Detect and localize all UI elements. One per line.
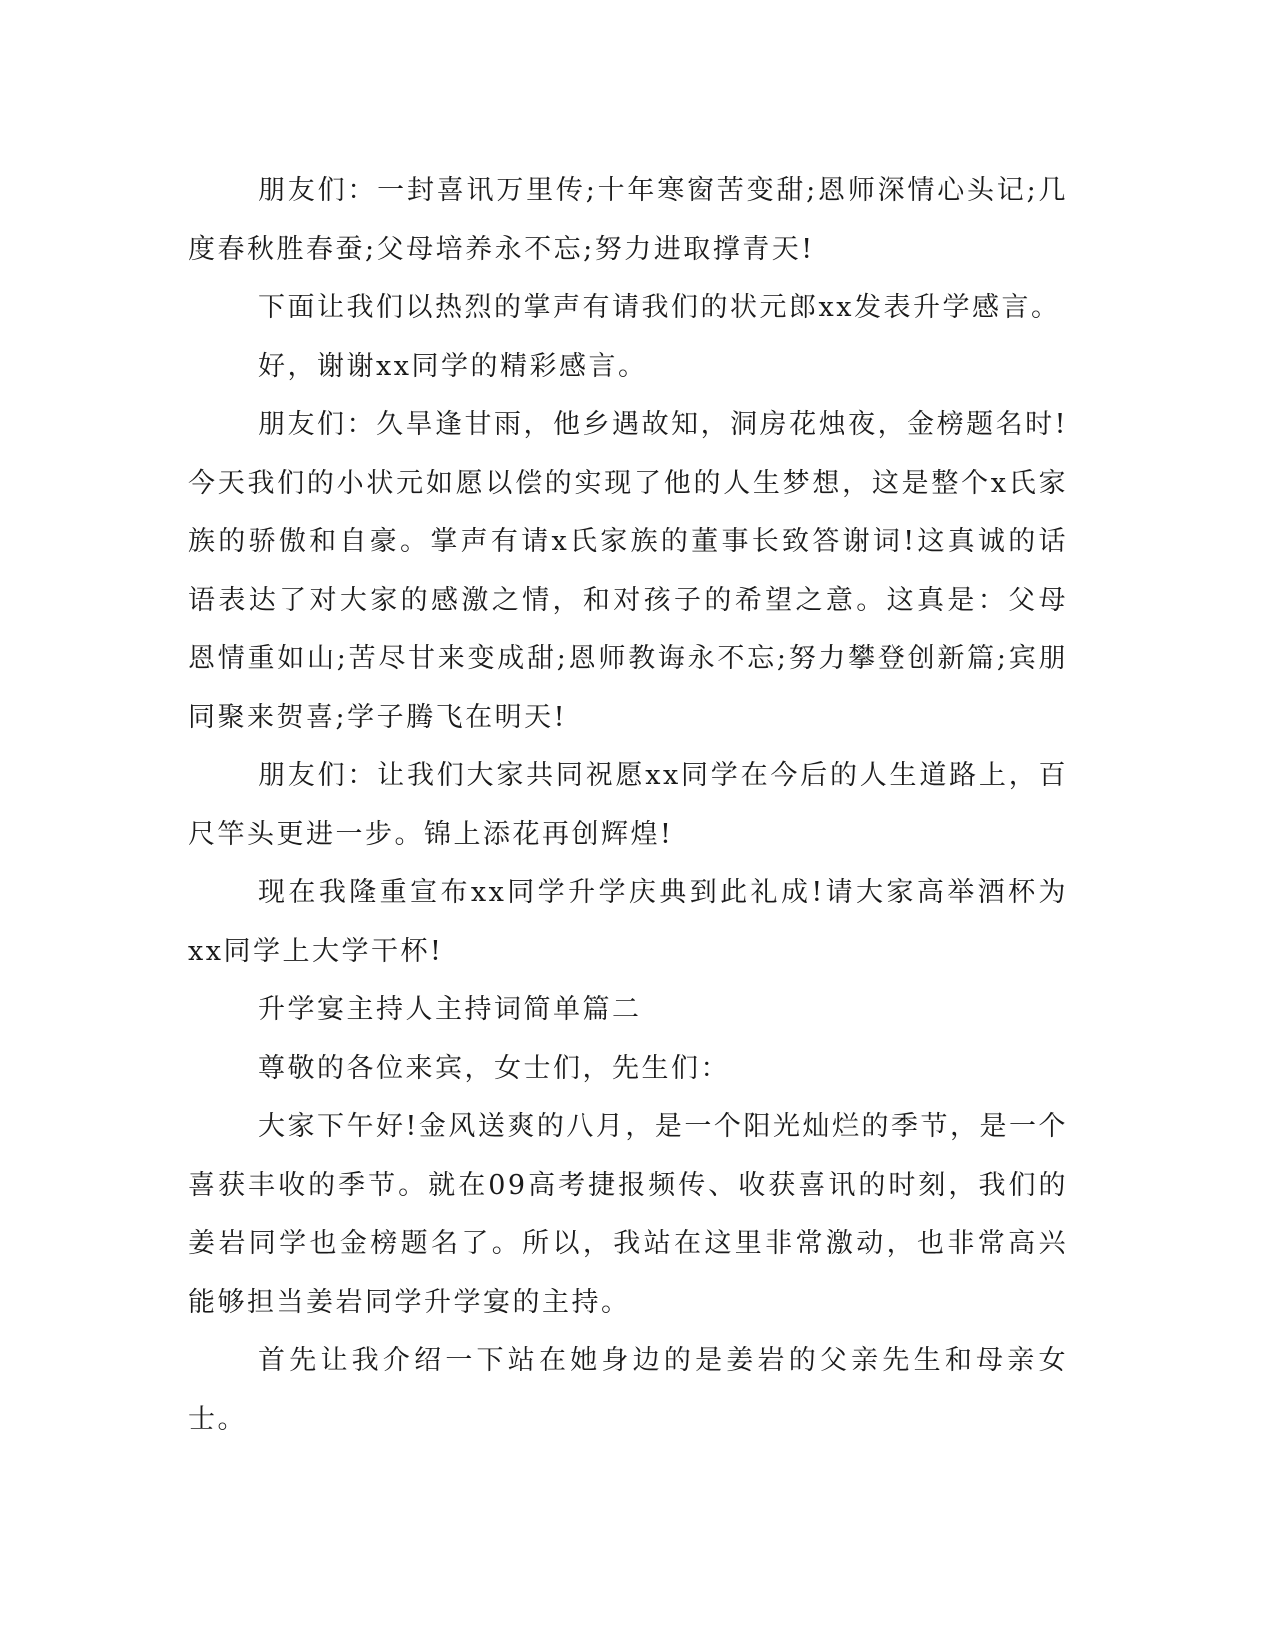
section-heading: 升学宴主持人主持词简单篇二	[258, 994, 642, 1025]
paragraph-3: 好，谢谢xx同学的精彩感言。	[258, 350, 648, 382]
paragraph-5: 朋友们：让我们大家共同祝愿xx同学在今后的人生道路上，百尺竿头更进一步。锦上添花再创辉煌!	[188, 760, 1068, 850]
paragraph-9: 大家下午好!金风送爽的八月，是一个阳光灿烂的季节，是一个喜获丰收的季节。就在09高考捷报频传、收获喜讯的时刻，我们的姜岩同学也金榜题名了。所以，我站在这里非常激动，也非常高兴能够担当姜岩同学升学宴的主持。	[188, 1111, 1068, 1318]
document-body	[188, 162, 1068, 1449]
paragraph-1: 朋友们：一封喜讯万里传;十年寒窗苦变甜;恩师深情心头记;几度春秋胜春蚕;父母培养永不忘;努力进取撑青天!	[188, 175, 1068, 265]
paragraph-6: 现在我隆重宣布xx同学升学庆典到此礼成!请大家高举酒杯为xx同学上大学干杯!	[188, 877, 1068, 967]
paragraph-10: 首先让我介绍一下站在她身边的是姜岩的父亲先生和母亲女士。	[188, 1345, 1068, 1435]
paragraph-4: 朋友们：久旱逢甘雨，他乡遇故知，洞房花烛夜，金榜题名时!今天我们的小状元如愿以偿的实现了他的人生梦想，这是整个x氏家族的骄傲和自豪。掌声有请x氏家族的董事长致答谢词!这真诚的话语表达了对大家的感激之情，和对孩子的希望之意。这真是：父母恩情重如山;苦尽甘来变成甜;恩师教诲永不忘;努力攀登创新篇;宾朋同聚来贺喜;学子腾飞在明天!	[188, 409, 1068, 733]
salutation: 尊敬的各位来宾，女士们，先生们：	[258, 1052, 730, 1084]
paragraph-2: 下面让我们以热烈的掌声有请我们的状元郎xx发表升学感言。	[258, 292, 1061, 323]
